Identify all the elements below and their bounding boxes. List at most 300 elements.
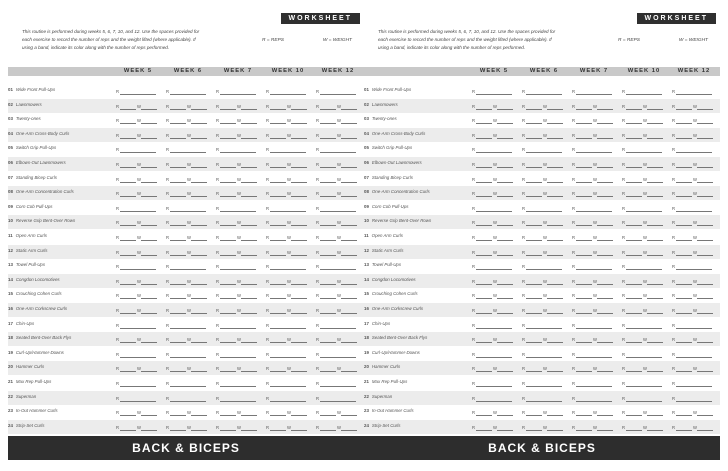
entry-cell[interactable] bbox=[216, 352, 260, 358]
weight-blank[interactable] bbox=[241, 225, 257, 226]
reps-blank[interactable] bbox=[170, 284, 186, 285]
entry-cell[interactable] bbox=[572, 279, 616, 285]
weight-blank[interactable] bbox=[241, 371, 257, 372]
weight-blank[interactable] bbox=[547, 284, 563, 285]
reps-blank[interactable] bbox=[526, 182, 542, 183]
entry-cell[interactable] bbox=[166, 177, 210, 183]
reps-blank[interactable] bbox=[626, 182, 642, 183]
entry-cell[interactable] bbox=[472, 293, 516, 299]
weight-blank[interactable] bbox=[647, 138, 663, 139]
reps-blank[interactable] bbox=[576, 167, 592, 168]
reps-blank[interactable] bbox=[676, 196, 692, 197]
weight-blank[interactable] bbox=[241, 138, 257, 139]
entry-cell[interactable] bbox=[216, 220, 260, 226]
entry-cell[interactable] bbox=[622, 162, 666, 168]
reps-blank[interactable] bbox=[120, 255, 136, 256]
entry-cell[interactable] bbox=[472, 162, 516, 168]
entry-cell[interactable] bbox=[672, 410, 716, 416]
weight-blank[interactable] bbox=[547, 123, 563, 124]
entry-cell[interactable] bbox=[216, 89, 260, 95]
reps-blank[interactable] bbox=[170, 152, 206, 153]
reps-blank[interactable] bbox=[676, 401, 712, 402]
reps-blank[interactable] bbox=[170, 182, 186, 183]
weight-blank[interactable] bbox=[597, 138, 613, 139]
reps-blank[interactable] bbox=[170, 240, 186, 241]
entry-cell[interactable] bbox=[622, 89, 666, 95]
entry-cell[interactable] bbox=[572, 396, 616, 402]
entry-cell[interactable] bbox=[316, 118, 360, 124]
reps-blank[interactable] bbox=[526, 240, 542, 241]
entry-cell[interactable] bbox=[472, 177, 516, 183]
entry-cell[interactable] bbox=[116, 191, 160, 197]
entry-cell[interactable] bbox=[216, 337, 260, 343]
entry-cell[interactable] bbox=[522, 191, 566, 197]
reps-blank[interactable] bbox=[526, 298, 542, 299]
weight-blank[interactable] bbox=[597, 342, 613, 343]
weight-blank[interactable] bbox=[141, 298, 157, 299]
weight-blank[interactable] bbox=[597, 123, 613, 124]
weight-blank[interactable] bbox=[697, 182, 713, 183]
weight-blank[interactable] bbox=[241, 255, 257, 256]
weight-blank[interactable] bbox=[497, 430, 513, 431]
entry-cell[interactable] bbox=[672, 177, 716, 183]
reps-blank[interactable] bbox=[220, 123, 236, 124]
weight-blank[interactable] bbox=[291, 240, 307, 241]
entry-cell[interactable] bbox=[316, 381, 360, 387]
reps-blank[interactable] bbox=[626, 357, 662, 358]
entry-cell[interactable] bbox=[472, 118, 516, 124]
reps-blank[interactable] bbox=[476, 182, 492, 183]
entry-cell[interactable] bbox=[266, 89, 310, 95]
reps-blank[interactable] bbox=[120, 225, 136, 226]
reps-blank[interactable] bbox=[576, 123, 592, 124]
reps-blank[interactable] bbox=[270, 386, 306, 387]
entry-cell[interactable] bbox=[472, 147, 516, 153]
reps-blank[interactable] bbox=[626, 284, 642, 285]
weight-blank[interactable] bbox=[497, 123, 513, 124]
reps-blank[interactable] bbox=[576, 342, 592, 343]
reps-blank[interactable] bbox=[270, 182, 286, 183]
weight-blank[interactable] bbox=[291, 415, 307, 416]
reps-blank[interactable] bbox=[576, 152, 612, 153]
entry-cell[interactable] bbox=[622, 235, 666, 241]
reps-blank[interactable] bbox=[676, 182, 692, 183]
reps-blank[interactable] bbox=[526, 123, 542, 124]
reps-blank[interactable] bbox=[270, 240, 286, 241]
entry-cell[interactable] bbox=[316, 147, 360, 153]
entry-cell[interactable] bbox=[166, 425, 210, 431]
entry-cell[interactable] bbox=[672, 396, 716, 402]
entry-cell[interactable] bbox=[166, 279, 210, 285]
entry-cell[interactable] bbox=[572, 206, 616, 212]
entry-cell[interactable] bbox=[216, 425, 260, 431]
reps-blank[interactable] bbox=[120, 342, 136, 343]
weight-blank[interactable] bbox=[241, 240, 257, 241]
reps-blank[interactable] bbox=[576, 196, 592, 197]
weight-blank[interactable] bbox=[241, 415, 257, 416]
reps-blank[interactable] bbox=[476, 123, 492, 124]
entry-cell[interactable] bbox=[316, 264, 360, 270]
entry-cell[interactable] bbox=[166, 352, 210, 358]
reps-blank[interactable] bbox=[270, 94, 306, 95]
reps-blank[interactable] bbox=[576, 415, 592, 416]
entry-cell[interactable] bbox=[622, 191, 666, 197]
weight-blank[interactable] bbox=[141, 109, 157, 110]
weight-blank[interactable] bbox=[141, 430, 157, 431]
reps-blank[interactable] bbox=[220, 94, 256, 95]
entry-cell[interactable] bbox=[672, 220, 716, 226]
entry-cell[interactable] bbox=[622, 323, 666, 329]
entry-cell[interactable] bbox=[116, 177, 160, 183]
weight-blank[interactable] bbox=[547, 255, 563, 256]
reps-blank[interactable] bbox=[676, 357, 712, 358]
reps-blank[interactable] bbox=[270, 401, 306, 402]
entry-cell[interactable] bbox=[522, 235, 566, 241]
reps-blank[interactable] bbox=[320, 430, 336, 431]
reps-blank[interactable] bbox=[170, 401, 206, 402]
reps-blank[interactable] bbox=[626, 152, 662, 153]
entry-cell[interactable] bbox=[472, 235, 516, 241]
entry-cell[interactable] bbox=[522, 118, 566, 124]
reps-blank[interactable] bbox=[220, 109, 236, 110]
reps-blank[interactable] bbox=[476, 386, 512, 387]
reps-blank[interactable] bbox=[320, 211, 356, 212]
entry-cell[interactable] bbox=[216, 279, 260, 285]
weight-blank[interactable] bbox=[191, 138, 207, 139]
entry-cell[interactable] bbox=[622, 206, 666, 212]
reps-blank[interactable] bbox=[626, 211, 662, 212]
entry-cell[interactable] bbox=[622, 250, 666, 256]
reps-blank[interactable] bbox=[626, 371, 642, 372]
weight-blank[interactable] bbox=[547, 109, 563, 110]
entry-cell[interactable] bbox=[266, 410, 310, 416]
weight-blank[interactable] bbox=[647, 313, 663, 314]
reps-blank[interactable] bbox=[476, 255, 492, 256]
entry-cell[interactable] bbox=[116, 425, 160, 431]
entry-cell[interactable] bbox=[572, 323, 616, 329]
weight-blank[interactable] bbox=[341, 313, 357, 314]
entry-cell[interactable] bbox=[316, 323, 360, 329]
entry-cell[interactable] bbox=[622, 410, 666, 416]
entry-cell[interactable] bbox=[316, 89, 360, 95]
entry-cell[interactable] bbox=[572, 147, 616, 153]
reps-blank[interactable] bbox=[626, 269, 662, 270]
reps-blank[interactable] bbox=[476, 328, 512, 329]
weight-blank[interactable] bbox=[647, 415, 663, 416]
reps-blank[interactable] bbox=[270, 138, 286, 139]
weight-blank[interactable] bbox=[597, 182, 613, 183]
weight-blank[interactable] bbox=[697, 255, 713, 256]
reps-blank[interactable] bbox=[676, 109, 692, 110]
entry-cell[interactable] bbox=[622, 264, 666, 270]
weight-blank[interactable] bbox=[547, 415, 563, 416]
reps-blank[interactable] bbox=[576, 269, 612, 270]
weight-blank[interactable] bbox=[647, 240, 663, 241]
weight-blank[interactable] bbox=[291, 371, 307, 372]
weight-blank[interactable] bbox=[597, 371, 613, 372]
entry-cell[interactable] bbox=[116, 279, 160, 285]
entry-cell[interactable] bbox=[216, 191, 260, 197]
weight-blank[interactable] bbox=[291, 225, 307, 226]
reps-blank[interactable] bbox=[576, 138, 592, 139]
weight-blank[interactable] bbox=[291, 196, 307, 197]
weight-blank[interactable] bbox=[547, 342, 563, 343]
entry-cell[interactable] bbox=[266, 323, 310, 329]
weight-blank[interactable] bbox=[547, 182, 563, 183]
weight-blank[interactable] bbox=[697, 109, 713, 110]
weight-blank[interactable] bbox=[241, 182, 257, 183]
reps-blank[interactable] bbox=[476, 196, 492, 197]
weight-blank[interactable] bbox=[191, 371, 207, 372]
entry-cell[interactable] bbox=[116, 104, 160, 110]
reps-blank[interactable] bbox=[626, 225, 642, 226]
reps-blank[interactable] bbox=[320, 225, 336, 226]
weight-blank[interactable] bbox=[191, 196, 207, 197]
entry-cell[interactable] bbox=[116, 118, 160, 124]
reps-blank[interactable] bbox=[576, 284, 592, 285]
entry-cell[interactable] bbox=[116, 308, 160, 314]
reps-blank[interactable] bbox=[170, 342, 186, 343]
entry-cell[interactable] bbox=[316, 352, 360, 358]
entry-cell[interactable] bbox=[522, 337, 566, 343]
reps-blank[interactable] bbox=[120, 211, 156, 212]
entry-cell[interactable] bbox=[672, 308, 716, 314]
reps-blank[interactable] bbox=[120, 152, 156, 153]
weight-blank[interactable] bbox=[141, 371, 157, 372]
weight-blank[interactable] bbox=[341, 298, 357, 299]
weight-blank[interactable] bbox=[241, 313, 257, 314]
reps-blank[interactable] bbox=[626, 196, 642, 197]
reps-blank[interactable] bbox=[220, 371, 236, 372]
reps-blank[interactable] bbox=[626, 123, 642, 124]
reps-blank[interactable] bbox=[320, 123, 336, 124]
entry-cell[interactable] bbox=[116, 264, 160, 270]
reps-blank[interactable] bbox=[526, 430, 542, 431]
weight-blank[interactable] bbox=[697, 371, 713, 372]
reps-blank[interactable] bbox=[676, 240, 692, 241]
entry-cell[interactable] bbox=[216, 396, 260, 402]
entry-cell[interactable] bbox=[522, 104, 566, 110]
reps-blank[interactable] bbox=[170, 269, 206, 270]
entry-cell[interactable] bbox=[572, 425, 616, 431]
weight-blank[interactable] bbox=[341, 109, 357, 110]
weight-blank[interactable] bbox=[191, 298, 207, 299]
weight-blank[interactable] bbox=[497, 225, 513, 226]
entry-cell[interactable] bbox=[266, 250, 310, 256]
weight-blank[interactable] bbox=[291, 298, 307, 299]
reps-blank[interactable] bbox=[576, 255, 592, 256]
reps-blank[interactable] bbox=[676, 313, 692, 314]
entry-cell[interactable] bbox=[116, 133, 160, 139]
entry-cell[interactable] bbox=[672, 235, 716, 241]
reps-blank[interactable] bbox=[526, 415, 542, 416]
entry-cell[interactable] bbox=[472, 396, 516, 402]
reps-blank[interactable] bbox=[526, 371, 542, 372]
reps-blank[interactable] bbox=[170, 313, 186, 314]
reps-blank[interactable] bbox=[476, 430, 492, 431]
weight-blank[interactable] bbox=[141, 167, 157, 168]
entry-cell[interactable] bbox=[166, 220, 210, 226]
entry-cell[interactable] bbox=[316, 104, 360, 110]
entry-cell[interactable] bbox=[116, 206, 160, 212]
weight-blank[interactable] bbox=[597, 196, 613, 197]
reps-blank[interactable] bbox=[270, 225, 286, 226]
entry-cell[interactable] bbox=[572, 177, 616, 183]
entry-cell[interactable] bbox=[472, 220, 516, 226]
entry-cell[interactable] bbox=[116, 293, 160, 299]
weight-blank[interactable] bbox=[647, 167, 663, 168]
weight-blank[interactable] bbox=[697, 342, 713, 343]
reps-blank[interactable] bbox=[476, 357, 512, 358]
weight-blank[interactable] bbox=[547, 313, 563, 314]
reps-blank[interactable] bbox=[320, 328, 356, 329]
weight-blank[interactable] bbox=[497, 298, 513, 299]
reps-blank[interactable] bbox=[626, 298, 642, 299]
reps-blank[interactable] bbox=[676, 211, 712, 212]
weight-blank[interactable] bbox=[597, 298, 613, 299]
weight-blank[interactable] bbox=[191, 123, 207, 124]
reps-blank[interactable] bbox=[270, 152, 306, 153]
reps-blank[interactable] bbox=[676, 328, 712, 329]
entry-cell[interactable] bbox=[316, 293, 360, 299]
reps-blank[interactable] bbox=[220, 298, 236, 299]
reps-blank[interactable] bbox=[320, 415, 336, 416]
reps-blank[interactable] bbox=[120, 138, 136, 139]
weight-blank[interactable] bbox=[647, 225, 663, 226]
entry-cell[interactable] bbox=[166, 118, 210, 124]
entry-cell[interactable] bbox=[672, 352, 716, 358]
entry-cell[interactable] bbox=[622, 177, 666, 183]
reps-blank[interactable] bbox=[676, 123, 692, 124]
reps-blank[interactable] bbox=[320, 182, 336, 183]
entry-cell[interactable] bbox=[116, 220, 160, 226]
entry-cell[interactable] bbox=[266, 366, 310, 372]
weight-blank[interactable] bbox=[341, 182, 357, 183]
reps-blank[interactable] bbox=[626, 255, 642, 256]
entry-cell[interactable] bbox=[316, 220, 360, 226]
reps-blank[interactable] bbox=[676, 386, 712, 387]
reps-blank[interactable] bbox=[320, 284, 336, 285]
entry-cell[interactable] bbox=[522, 396, 566, 402]
entry-cell[interactable] bbox=[622, 147, 666, 153]
entry-cell[interactable] bbox=[216, 235, 260, 241]
entry-cell[interactable] bbox=[472, 308, 516, 314]
weight-blank[interactable] bbox=[547, 240, 563, 241]
entry-cell[interactable] bbox=[472, 264, 516, 270]
weight-blank[interactable] bbox=[341, 225, 357, 226]
entry-cell[interactable] bbox=[472, 366, 516, 372]
weight-blank[interactable] bbox=[141, 415, 157, 416]
reps-blank[interactable] bbox=[576, 401, 612, 402]
entry-cell[interactable] bbox=[116, 410, 160, 416]
entry-cell[interactable] bbox=[572, 104, 616, 110]
reps-blank[interactable] bbox=[220, 211, 256, 212]
weight-blank[interactable] bbox=[597, 313, 613, 314]
reps-blank[interactable] bbox=[526, 225, 542, 226]
entry-cell[interactable] bbox=[472, 104, 516, 110]
reps-blank[interactable] bbox=[320, 152, 356, 153]
entry-cell[interactable] bbox=[166, 89, 210, 95]
entry-cell[interactable] bbox=[472, 337, 516, 343]
weight-blank[interactable] bbox=[191, 430, 207, 431]
entry-cell[interactable] bbox=[572, 293, 616, 299]
entry-cell[interactable] bbox=[522, 264, 566, 270]
weight-blank[interactable] bbox=[141, 123, 157, 124]
weight-blank[interactable] bbox=[647, 342, 663, 343]
reps-blank[interactable] bbox=[170, 386, 206, 387]
weight-blank[interactable] bbox=[597, 255, 613, 256]
entry-cell[interactable] bbox=[572, 308, 616, 314]
weight-blank[interactable] bbox=[241, 298, 257, 299]
reps-blank[interactable] bbox=[170, 138, 186, 139]
reps-blank[interactable] bbox=[476, 240, 492, 241]
entry-cell[interactable] bbox=[472, 323, 516, 329]
weight-blank[interactable] bbox=[497, 342, 513, 343]
reps-blank[interactable] bbox=[476, 298, 492, 299]
entry-cell[interactable] bbox=[266, 293, 310, 299]
entry-cell[interactable] bbox=[522, 323, 566, 329]
weight-blank[interactable] bbox=[141, 182, 157, 183]
entry-cell[interactable] bbox=[522, 293, 566, 299]
weight-blank[interactable] bbox=[241, 109, 257, 110]
entry-cell[interactable] bbox=[166, 337, 210, 343]
entry-cell[interactable] bbox=[672, 381, 716, 387]
weight-blank[interactable] bbox=[697, 284, 713, 285]
reps-blank[interactable] bbox=[576, 225, 592, 226]
reps-blank[interactable] bbox=[526, 94, 562, 95]
weight-blank[interactable] bbox=[647, 109, 663, 110]
entry-cell[interactable] bbox=[266, 396, 310, 402]
entry-cell[interactable] bbox=[116, 381, 160, 387]
weight-blank[interactable] bbox=[291, 109, 307, 110]
weight-blank[interactable] bbox=[141, 313, 157, 314]
entry-cell[interactable] bbox=[166, 235, 210, 241]
entry-cell[interactable] bbox=[522, 177, 566, 183]
entry-cell[interactable] bbox=[522, 133, 566, 139]
reps-blank[interactable] bbox=[120, 269, 156, 270]
reps-blank[interactable] bbox=[626, 94, 662, 95]
entry-cell[interactable] bbox=[472, 279, 516, 285]
reps-blank[interactable] bbox=[270, 196, 286, 197]
reps-blank[interactable] bbox=[170, 109, 186, 110]
entry-cell[interactable] bbox=[472, 250, 516, 256]
entry-cell[interactable] bbox=[166, 308, 210, 314]
entry-cell[interactable] bbox=[522, 425, 566, 431]
entry-cell[interactable] bbox=[672, 337, 716, 343]
reps-blank[interactable] bbox=[676, 284, 692, 285]
reps-blank[interactable] bbox=[476, 342, 492, 343]
entry-cell[interactable] bbox=[622, 133, 666, 139]
reps-blank[interactable] bbox=[120, 430, 136, 431]
entry-cell[interactable] bbox=[316, 308, 360, 314]
entry-cell[interactable] bbox=[116, 366, 160, 372]
reps-blank[interactable] bbox=[476, 269, 512, 270]
reps-blank[interactable] bbox=[626, 415, 642, 416]
weight-blank[interactable] bbox=[191, 240, 207, 241]
reps-blank[interactable] bbox=[676, 167, 692, 168]
reps-blank[interactable] bbox=[170, 328, 206, 329]
reps-blank[interactable] bbox=[626, 313, 642, 314]
reps-blank[interactable] bbox=[220, 269, 256, 270]
reps-blank[interactable] bbox=[576, 386, 612, 387]
weight-blank[interactable] bbox=[697, 415, 713, 416]
entry-cell[interactable] bbox=[622, 220, 666, 226]
entry-cell[interactable] bbox=[522, 381, 566, 387]
reps-blank[interactable] bbox=[220, 196, 236, 197]
reps-blank[interactable] bbox=[320, 298, 336, 299]
weight-blank[interactable] bbox=[341, 284, 357, 285]
entry-cell[interactable] bbox=[522, 250, 566, 256]
